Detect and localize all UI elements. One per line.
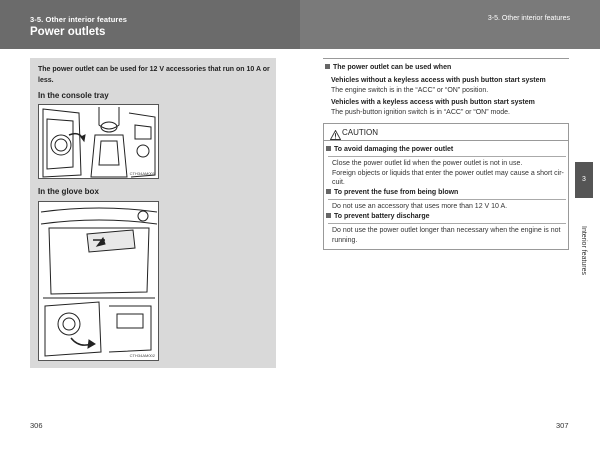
keyless-heading: Vehicles with a keyless access with push button start system: [331, 99, 535, 106]
divider: [328, 199, 566, 200]
caution-text: Close the power outlet lid when the power outlet is not in use.: [332, 160, 523, 167]
no-keyless-heading: Vehicles without a keyless access with push button start system: [331, 77, 546, 84]
no-keyless-text: The engine switch is in the “ACC” or “ON” position.: [331, 87, 489, 94]
square-bullet-icon: [326, 146, 331, 151]
caution-text: Do not use the power outlet longer than necessary when the engine is not: [332, 227, 561, 234]
caution-text: running.: [332, 236, 358, 244]
right-page-number: 307: [556, 421, 569, 430]
caution-header: [324, 124, 568, 141]
caution-box: [323, 123, 569, 250]
divider: [328, 156, 566, 157]
console-tray-heading: In the console tray: [38, 91, 109, 100]
caution-text: cuit.: [332, 179, 345, 186]
square-bullet-icon: [326, 213, 331, 218]
caution-text: Do not use an accessory that uses more than 12 V 10 A.: [332, 203, 508, 210]
page-title: Power outlets: [30, 26, 106, 38]
usage-heading: The power outlet can be used when: [325, 64, 451, 71]
caution-item-heading: To avoid damaging the power outlet: [326, 146, 453, 153]
caution-label: CAUTION: [342, 128, 378, 137]
figure-code: CTH34AM002: [129, 353, 155, 358]
square-bullet-icon: [326, 189, 331, 194]
chapter-label: Interior features: [580, 226, 587, 276]
intro-panel: [30, 58, 276, 368]
glove-box-heading: In the glove box: [38, 187, 99, 196]
glove-box-illustration: [38, 201, 159, 361]
keyless-text: The push-button ignition switch is in “ACC” or “ON” mode.: [331, 109, 510, 116]
chapter-tab: [575, 162, 593, 198]
left-page-header: [0, 0, 300, 49]
caution-text: Foreign objects or liquids that enter the power outlet may cause a short cir-: [332, 169, 564, 177]
divider: [328, 223, 566, 224]
divider: [323, 58, 569, 59]
left-page-number: 306: [30, 421, 43, 430]
square-bullet-icon: [325, 64, 330, 69]
section-breadcrumb: 3-5. Other interior features: [30, 15, 127, 24]
chapter-number: 3: [582, 176, 586, 183]
caution-item-heading: To prevent battery discharge: [326, 213, 430, 220]
figure-code: CTH34AM001: [129, 171, 155, 176]
intro-text: The power outlet can be used for 12 V accessories that run on 10 A or less.: [38, 66, 270, 84]
right-section-breadcrumb: 3-5. Other interior features: [487, 15, 570, 22]
warning-triangle-icon: [330, 127, 341, 145]
caution-item-heading: To prevent the fuse from being blown: [326, 189, 458, 196]
right-page-header: [300, 0, 600, 49]
console-tray-illustration: [38, 104, 159, 179]
